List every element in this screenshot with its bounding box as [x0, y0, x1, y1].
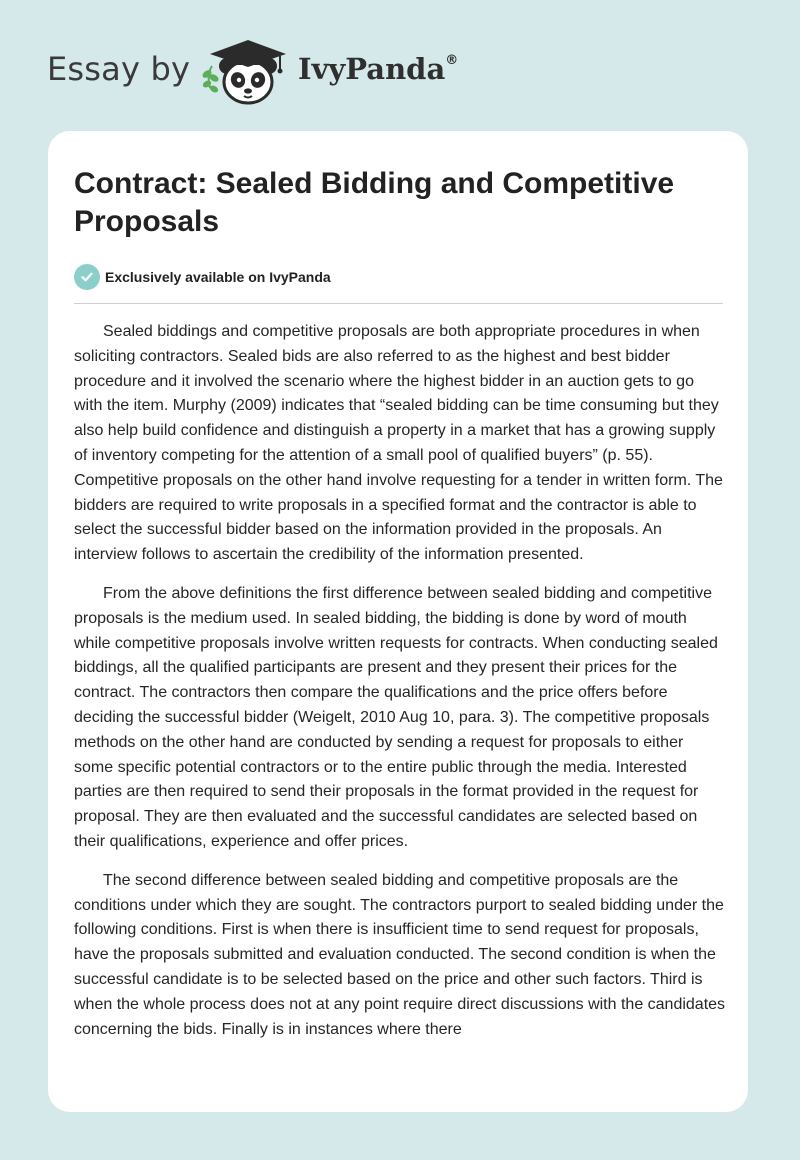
essay-card [48, 131, 748, 1112]
registered-mark: ® [445, 53, 459, 69]
essay-title: Contract: Sealed Bidding and Competitive Proposals [74, 167, 675, 238]
panda-graduate-icon[interactable] [200, 36, 296, 108]
paragraph: From the above definitions the first difference between sealed bidding and competitive proposals is the medium used. In sealed bidding, the bidding is done by word of mouth while competitive proposals involve written requests for contracts. When conducting sealed biddings, all the qualified participants are present and they present their prices for the contract. The contractors then compare the qualifications and the price offers before deciding the successful bidder (Weigelt, 2010 Aug 10, para. 3). The competitive proposals methods on the other hand are conducted by sending a request for proposals to either some specific potential contractors or to the entire public through the media. Interested parties are then required to send their proposals in the format provided in the request for proposal. They are then evaluated and the successful candidates are selected based on their qualifications, experience and offer prices. [74, 584, 718, 850]
paragraph: Sealed biddings and competitive proposals are both appropriate procedures in when soliciting contractors. Sealed bids are also referred to as the highest and best bidder procedure and it involved the scenario where the highest bidder in an auction gets to go with the item. Murphy (2009) indicates that “sealed bidding can be time consuming but they also help build confidence and distinguish a property in a market that has a growing supply of inventory competing for the attention of a small pool of qualified buyers” (p. 55). Competitive proposals on the other hand involve requesting for a tender in written form. The bidders are required to write proposals in a specified format and the contractor is able to select the successful bidder based on the information provided in the proposals. An interview follows to ascertain the credibility of the information presented. [74, 323, 723, 564]
exclusive-badge [74, 264, 331, 290]
check-circle-icon [74, 264, 100, 290]
exclusive-label: Exclusively available on IvyPanda [105, 269, 331, 285]
essay-by-label: Essay by [47, 50, 191, 88]
site-header [0, 0, 800, 130]
paragraph: The second difference between sealed bidding and competitive proposals are the conditions under which they are sought. The contractors purport to sealed bidding under the following conditions. First is when there is insufficient time to send request for proposals, have the proposals submitted and evaluation conducted. The second condition is when the successful candidate is to be selected based on the price and other such factors. Third is when the whole process does not at any point require direct discussions with the candidates concerning the bids. Finally is in instances where there [74, 871, 726, 1038]
divider [74, 303, 723, 304]
essay-body [74, 320, 726, 1056]
brand-name[interactable]: IvyPanda® [298, 52, 459, 86]
